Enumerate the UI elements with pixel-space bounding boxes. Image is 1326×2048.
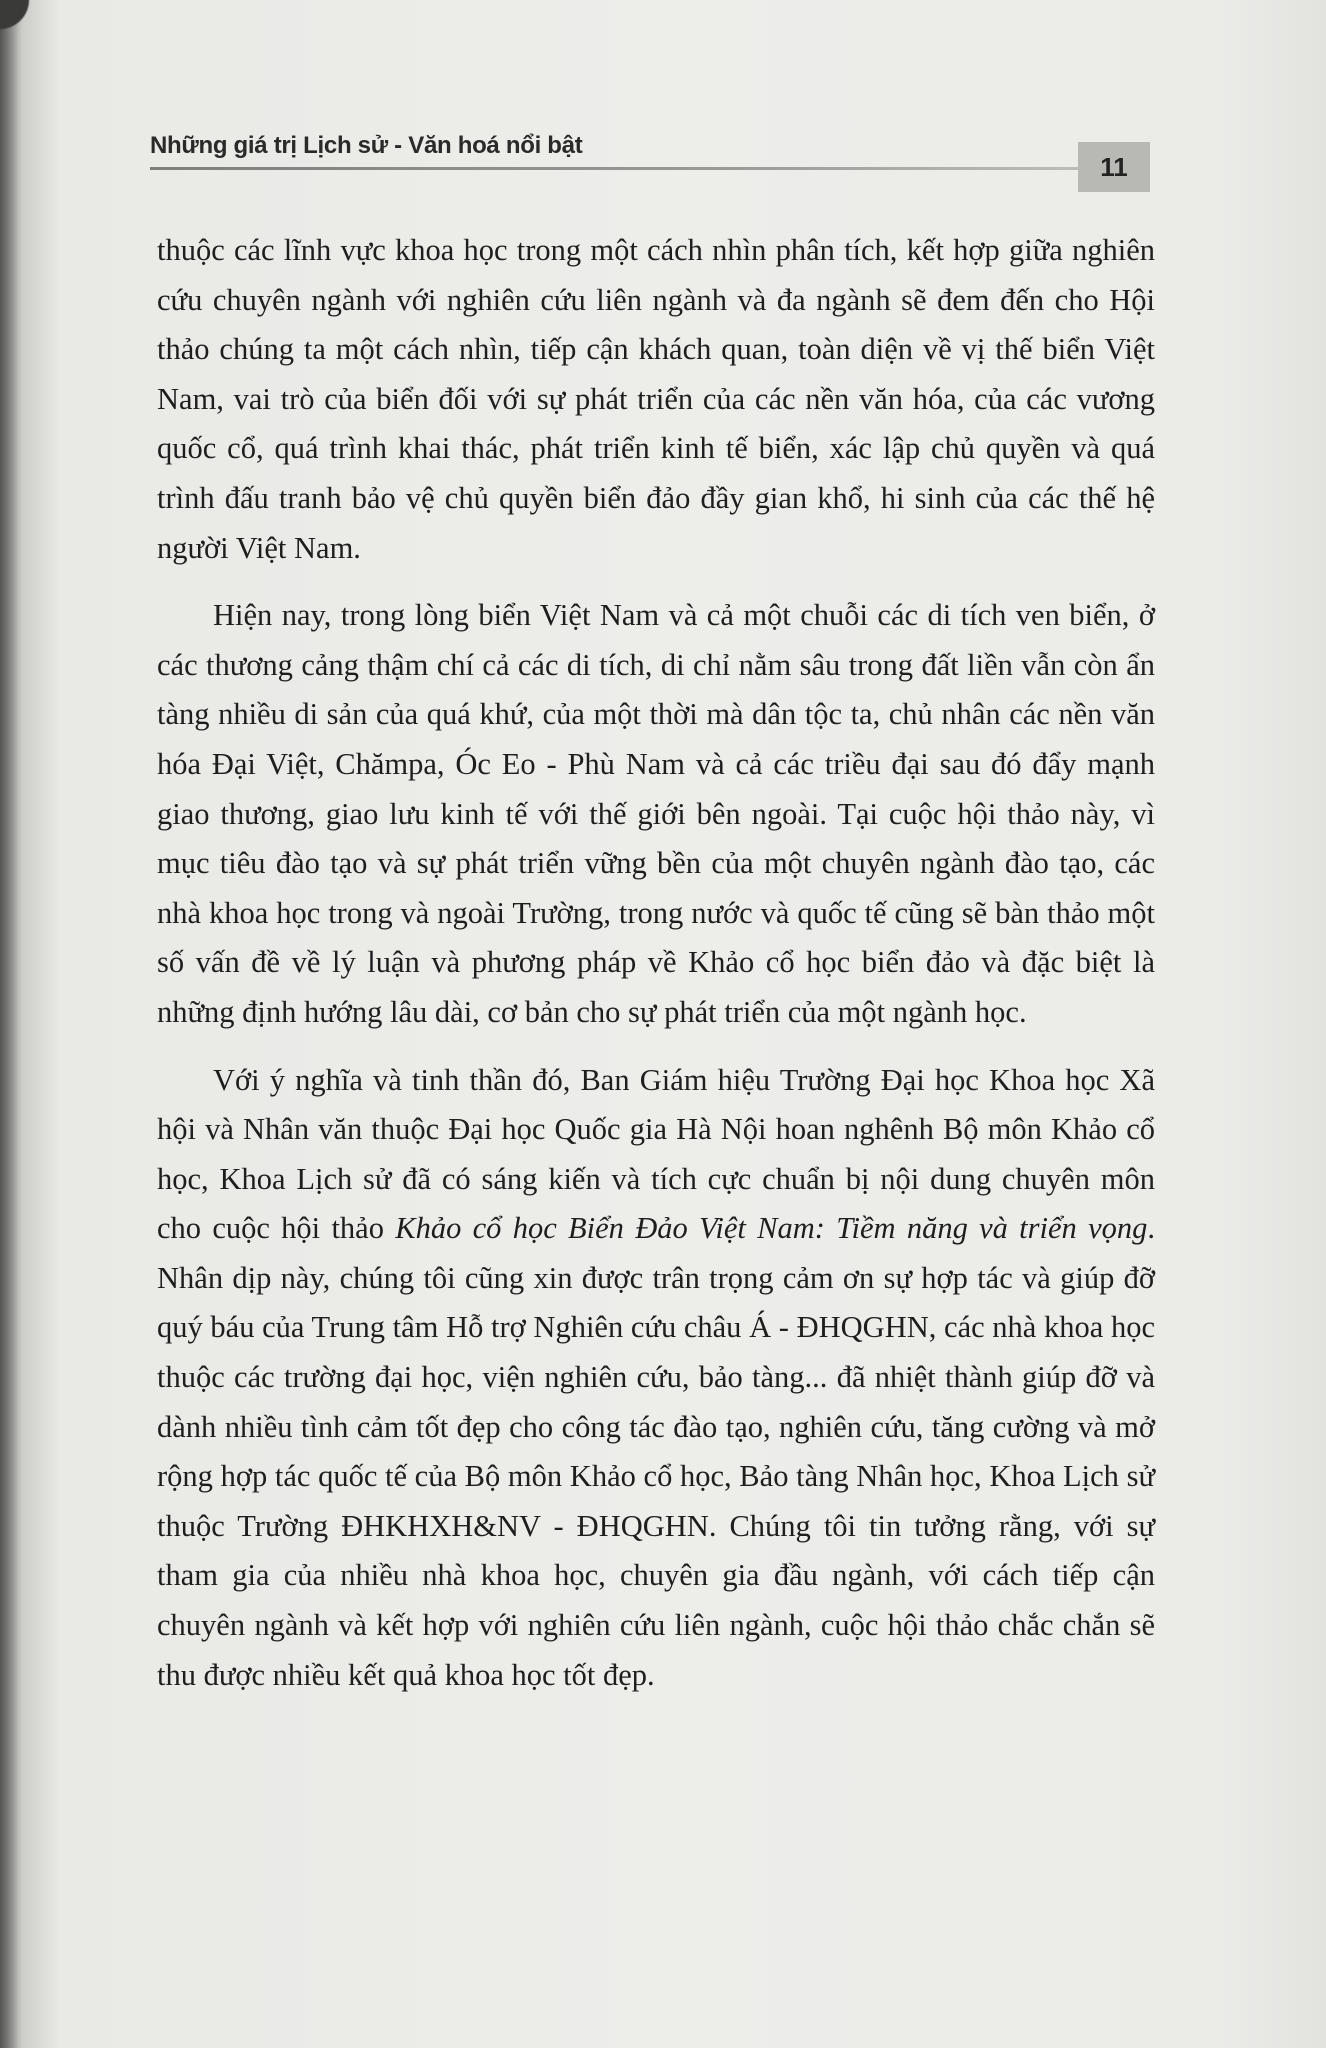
body-text: [157, 226, 1155, 1718]
paragraph-3: [157, 1056, 1155, 1701]
header-rule: [150, 167, 1095, 170]
page-corner-curl: [0, 0, 70, 70]
page-number: 11: [1100, 152, 1128, 182]
paragraph-3-start: Với ý nghĩa và tinh thần đó, Ban Giám hiệu Trường Đại học Khoa học Xã hội và Nhân văn thuộc Đại học Quốc gia Hà Nội hoan nghênh Bộ môn Khảo cổ học, Khoa Lịch sử đã có sáng kiến và tích cực chuẩn bị nội dung chuyên môn cho cuộc hội thảo: [157, 1062, 1155, 1246]
page-number-box: [1078, 142, 1150, 192]
paragraph-2: Hiện nay, trong lòng biển Việt Nam và cả một chuỗi các di tích ven biển, ở các thương cảng thậm chí cả các di tích, di chỉ nằm sâu trong đất liền vẫn còn ẩn tàng nhiều di sản của quá khứ, của một thời mà dân tộc ta, chủ nhân các nền văn hóa Đại Việt, Chămpa, Óc Eo - Phù Nam và cả các triều đại sau đó đẩy mạnh giao thương, giao lưu kinh tế với thế giới bên ngoài. Tại cuộc hội thảo này, vì mục tiêu đào tạo và sự phát triển vững bền của một chuyên ngành đào tạo, các nhà khoa học trong và ngoài Trường, trong nước và quốc tế cũng sẽ bàn thảo một số vấn đề về lý luận và phương pháp về Khảo cổ học biển đảo và đặc biệt là những định hướng lâu dài, cơ bản cho sự phát triển của một ngành học.: [157, 598, 1155, 1029]
conference-title: Khảo cổ học Biển Đảo Việt Nam: Tiềm năng và triển vọng: [395, 1211, 1148, 1246]
spine-shadow: [0, 0, 22, 2048]
paragraph-3-end: . Nhân dịp này, chúng tôi cũng xin được trân trọng cảm ơn sự hợp tác và giúp đỡ quý báu của Trung tâm Hỗ trợ Nghiên cứu châu Á - ĐHQGHN, các nhà khoa học thuộc các trường đại học, viện nghiên cứu, bảo tàng... đã nhiệt thành giúp đỡ và dành nhiều tình cảm tốt đẹp cho công tác đào tạo, nghiên cứu, tăng cường và mở rộng hợp tác quốc tế của Bộ môn Khảo cổ học, Bảo tàng Nhân học, Khoa Lịch sử thuộc Trường ĐHKHXH&NV - ĐHQGHN. Chúng tôi tin tưởng rằng, với sự tham gia của nhiều nhà khoa học, chuyên gia đầu ngành, với cách tiếp cận chuyên ngành và kết hợp với nghiên cứu liên ngành, cuộc hội thảo chắc chắn sẽ thu được nhiều kết quả khoa học tốt đẹp.: [157, 1211, 1155, 1692]
running-header-title: Những giá trị Lịch sử - Văn hoá nổi bật: [150, 132, 583, 159]
paragraph-1: thuộc các lĩnh vực khoa học trong một cách nhìn phân tích, kết hợp giữa nghiên cứu chuyên ngành với nghiên cứu liên ngành và đa ngành sẽ đem đến cho Hội thảo chúng ta một cách nhìn, tiếp cận khách quan, toàn diện về vị thế biển Việt Nam, vai trò của biển đối với sự phát triển của các nền văn hóa, của các vương quốc cổ, quá trình khai thác, phát triển kinh tế biển, xác lập chủ quyền và quá trình đấu tranh bảo vệ chủ quyền biển đảo đầy gian khổ, hi sinh của các thế hệ người Việt Nam.: [157, 233, 1155, 565]
